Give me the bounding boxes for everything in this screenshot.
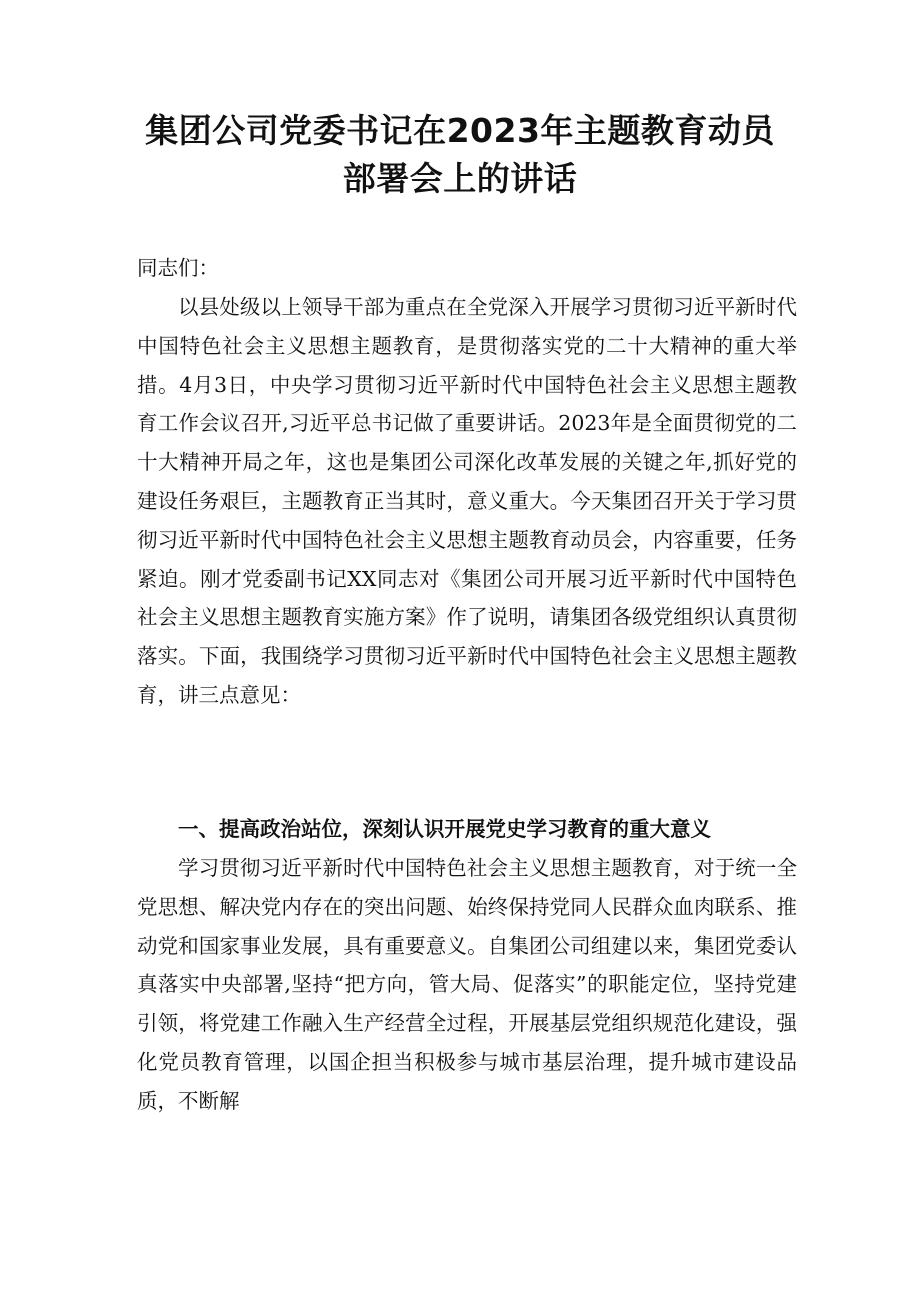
document-title-line-1: 集团公司党委书记在2023年主题教育动员 (145, 111, 775, 150)
body-paragraph-2: 学习贯彻习近平新时代中国特色社会主义思想主题教育，对于统一全党思想、解决党内存在的突出问题、始终保持党同人民群众血肉联系、推动党和国家事业发展，具有重要意义。自集团公司组建以来，集团党委认真落实中央部署,坚持“把方向，管大局、促落实”的职能定位，坚持党建引领，将党建工作融入生产经营全过程，开展基层党组织规范化建设，强化党员教育管理，以国企担当积极参与城市基层治理，提升城市建设品质，不断解 (137, 856, 797, 1113)
body-paragraph-1: 以县处级以上领导干部为重点在全党深入开展学习贯彻习近平新时代中国特色社会主义思想主题教育，是贯彻落实党的二十大精神的重大举措。4月3日，中央学习贯彻习近平新时代中国特色社会主义思想主题教育工作会议召开,习近平总书记做了重要讲话。2023年是全面贯彻党的二十大精神开局之年，这也是集团公司深化改革发展的关键之年,抓好党的建设任务艰巨，主题教育正当其时，意义重大。今天集团召开关于学习贯彻习近平新时代中国特色社会主义思想主题教育动员会，内容重要，任务紧迫。刚才党委副书记XX同志对《集团公司开展习近平新时代中国特色社会主义思想主题教育实施方案》作了说明，请集团各级党组织认真贯彻落实。下面，我围绕学习贯彻习近平新时代中国特色社会主义思想主题教育，讲三点意见： (137, 295, 797, 707)
document-title-line-2: 部署会上的讲话 (342, 159, 578, 198)
section-heading-1: 一、提高政治站位，深刻认识开展党史学习教育的重大意义 (178, 817, 711, 841)
salutation: 同志们： (137, 256, 219, 280)
